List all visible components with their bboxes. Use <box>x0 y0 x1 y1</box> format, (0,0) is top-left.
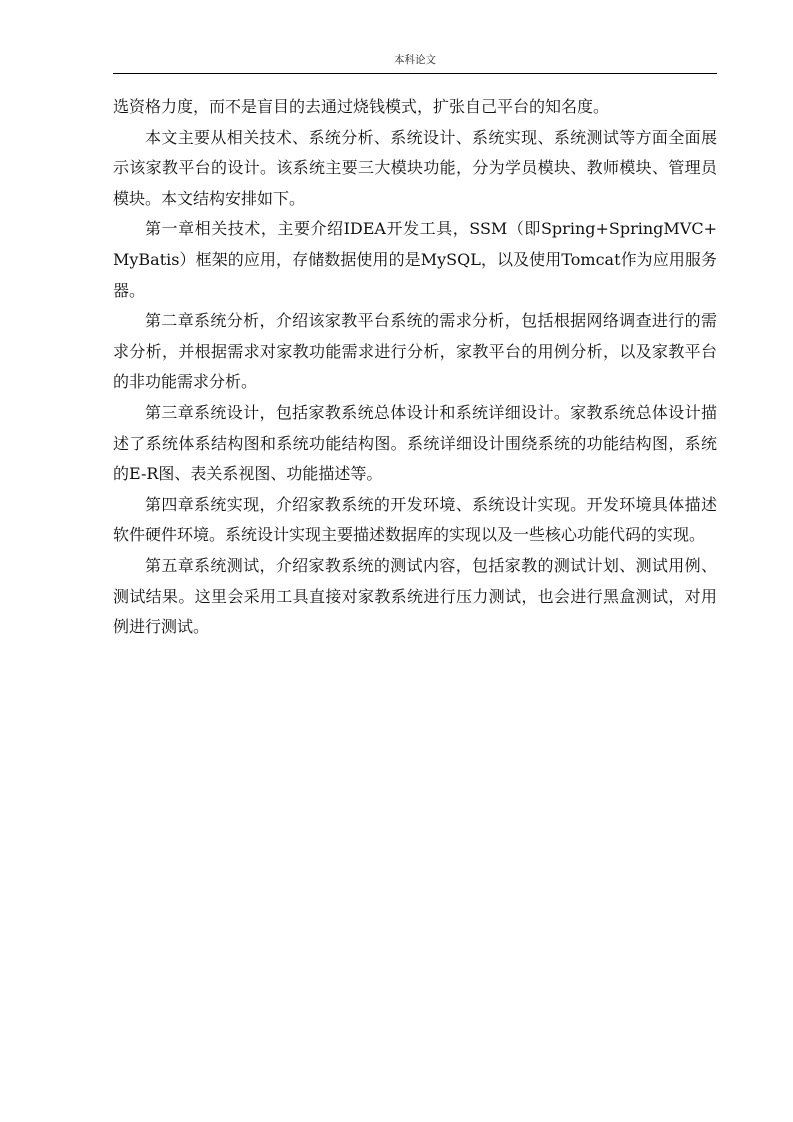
paragraph-chapter-5: 第五章系统测试，介绍家教系统的测试内容，包括家教的测试计划、测试用例、测试结果。这里会采用工具直接对家教系统进行压力测试，也会进行黑盒测试，对用例进行测试。 <box>113 555 717 637</box>
paragraph-chapter-1: 第一章相关技术，主要介绍IDEA开发工具，SSM（即Spring+SpringMVC+MyBatis）框架的应用，存储数据使用的是MySQL，以及使用Tomcat作为应用服务器。 <box>113 219 717 300</box>
paragraph-chapter-4: 第四章系统实现，介绍家教系统的开发环境、系统设计实现。开发环境具体描述软件硬件环境。系统设计实现主要描述数据库的实现以及一些核心功能代码的实现。 <box>113 494 717 545</box>
page-header: 本科论文 <box>394 54 436 66</box>
body-text <box>113 92 717 643</box>
paragraph-overview: 本文主要从相关技术、系统分析、系统设计、系统实现、系统测试等方面全面展示该家教平台的设计。该系统主要三大模块功能，分为学员模块、教师模块、管理员模块。本文结构安排如下。 <box>113 127 717 208</box>
header-rule <box>113 73 717 74</box>
paragraph-chapter-2: 第二章系统分析，介绍该家教平台系统的需求分析，包括根据网络调查进行的需求分析，并根据需求对家教功能需求进行分析，家教平台的用例分析，以及家教平台的非功能需求分析。 <box>113 311 717 392</box>
paragraph-chapter-3: 第三章系统设计，包括家教系统总体设计和系统详细设计。家教系统总体设计描述了系统体系结构图和系统功能结构图。系统详细设计围绕系统的功能结构图，系统的E-R图、表关系视图、功能描述等。 <box>113 402 717 484</box>
paragraph-continuation: 选资格力度，而不是盲目的去通过烧钱模式，扩张自己平台的知名度。 <box>113 97 610 116</box>
